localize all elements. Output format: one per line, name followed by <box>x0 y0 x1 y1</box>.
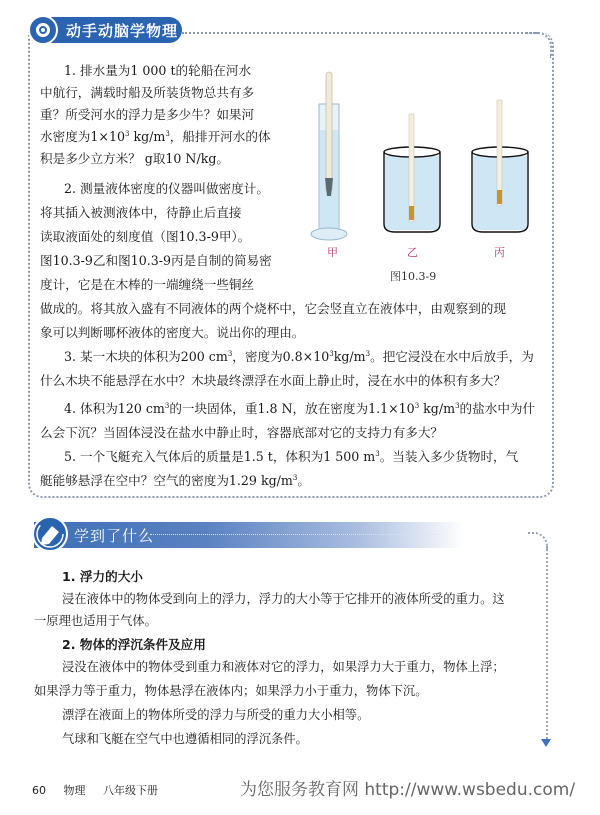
para1-line1: 浸在液体中的物体受到向上的浮力，浮力的大小等于它排开的液体所受的重力。这 <box>62 592 505 606</box>
superscript: 3 <box>455 402 460 410</box>
text: 5. 一个飞艇充入气体后的质量是1.5 t，体积为1 500 m <box>64 449 376 464</box>
figure-caption: 图10.3-9 <box>390 270 437 283</box>
q2-line4: 图10.3-9乙和图10.3-9丙是自制的简易密 <box>40 253 272 268</box>
page-footer <box>32 782 172 798</box>
text: ，密度为0.8×10 <box>232 349 330 364</box>
section-title: 动手动脑学物理 <box>66 21 179 40</box>
superscript: 3 <box>164 402 170 410</box>
book-grade: 八年级下册 <box>103 784 158 797</box>
q2-line1: 2. 测量液体密度的仪器叫做密度计。 <box>64 181 269 196</box>
q1-line2: 中航行，满载时船及所装货物总共有多 <box>40 85 255 100</box>
continue-arrow-icon <box>541 739 551 747</box>
text: ，船排开河水的体 <box>169 129 271 144</box>
section-banner-summary <box>34 522 464 548</box>
text: 艇能够悬浮在空中？空气的密度为1.29 kg/m <box>40 473 293 488</box>
hydrometer-figure <box>305 70 535 250</box>
superscript: 3 <box>292 474 298 482</box>
q4-line1 <box>64 398 535 420</box>
q2-line5: 度计，它是在木棒的一端缠绕一些铜丝 <box>40 277 255 292</box>
heading-buoyancy-magnitude: 1. 浮力的大小 <box>62 569 143 584</box>
para4: 气球和飞艇在空气中也遵循相同的浮沉条件。 <box>62 732 308 746</box>
summary-box-right-border <box>546 546 548 742</box>
superscript: 3 <box>329 350 334 358</box>
q1-line5: 积是多少立方米？ g取10 N/kg。 <box>40 151 229 166</box>
para2-line1: 浸没在液体中的物体受到重力和液体对它的浮力，如果浮力大于重力，物体上浮； <box>62 660 505 674</box>
superscript: 3 <box>414 402 420 410</box>
section-banner-exercises <box>32 17 182 43</box>
heading-float-sink-conditions: 2. 物体的浮沉条件及应用 <box>62 637 206 652</box>
text: 。当装入多少货物时，气 <box>379 449 519 464</box>
text: 水密度为1×10 <box>40 129 125 144</box>
figure-label-yi: 乙 <box>407 246 418 259</box>
q2-line2: 将其插入被测液体中，待静止后直接 <box>40 205 242 220</box>
superscript: 3 <box>227 350 233 358</box>
q2-line3: 读取液面处的刻度值（图10.3-9甲）。 <box>40 229 251 244</box>
text: 的一块固体，重1.8 N，放在密度为1.1×10 <box>169 401 415 416</box>
q1-line1: 1. 排水量为1 000 t的轮船在河水 <box>64 63 252 78</box>
q1-line4 <box>40 126 271 148</box>
q1-line3: 重？所受河水的浮力是多少牛？如果河 <box>40 107 255 122</box>
page-number: 60 <box>32 784 46 797</box>
para3: 漂浮在液面上的物体所受的浮力与所受的重力大小相等。 <box>62 708 370 722</box>
text: 的盐水中为什 <box>459 401 536 416</box>
q3-line2: 什么木块不能悬浮在水中？木块最终漂浮在水面上静止时，浸在水中的体积有多大？ <box>40 373 506 388</box>
beaker-illustration-b <box>384 114 440 232</box>
text: kg/m <box>129 129 166 144</box>
text: 。把它浸没在水中后放手，为 <box>370 349 534 364</box>
q2-line6: 做成的。将其放入盛有不同液体的两个烧杯中，它会竖直立在液体中，由观察到的现 <box>40 301 506 316</box>
summary-box-corner <box>528 532 548 550</box>
exercise-box-top-border <box>182 32 538 34</box>
banner-dotted-line <box>150 534 440 535</box>
graduated-cylinder-illustration <box>311 72 347 240</box>
superscript: 3 <box>124 130 130 138</box>
figure-label-jia: 甲 <box>327 246 338 259</box>
exercise-box-corner <box>526 32 552 58</box>
q5-line2 <box>40 470 310 492</box>
watermark: 为您服务教育网 http://www.wsbedu.com/ <box>240 780 576 800</box>
text: 3. 某一木块的体积为200 cm <box>64 349 228 364</box>
q2-line7: 象可以判断哪杯液体的密度大。说出你的理由。 <box>40 325 305 340</box>
pencil-icon <box>32 516 68 552</box>
superscript: 3 <box>365 350 371 358</box>
book-subject: 物理 <box>63 784 86 797</box>
para2-line2: 如果浮力等于重力，物体悬浮在液体内；如果浮力小于重力，物体下沉。 <box>34 684 428 698</box>
text: 4. 体积为120 cm <box>64 401 165 416</box>
text: 。 <box>297 473 310 488</box>
figure-label-bing: 丙 <box>494 246 505 259</box>
para1-line2: 一原理也适用于气体。 <box>34 614 157 628</box>
q5-line1 <box>64 446 518 468</box>
text: kg/m <box>333 349 366 364</box>
superscript: 3 <box>165 130 170 138</box>
superscript: 3 <box>375 450 380 458</box>
beaker-illustration-c <box>472 100 528 232</box>
q4-line2: 么会下沉？当固体浸没在盐水中静止时，容器底部对它的支持力有多大？ <box>40 425 443 440</box>
section-title: 学到了什么 <box>74 527 155 545</box>
text: kg/m <box>419 401 456 416</box>
q3-line1 <box>64 346 534 368</box>
target-icon <box>28 15 58 45</box>
